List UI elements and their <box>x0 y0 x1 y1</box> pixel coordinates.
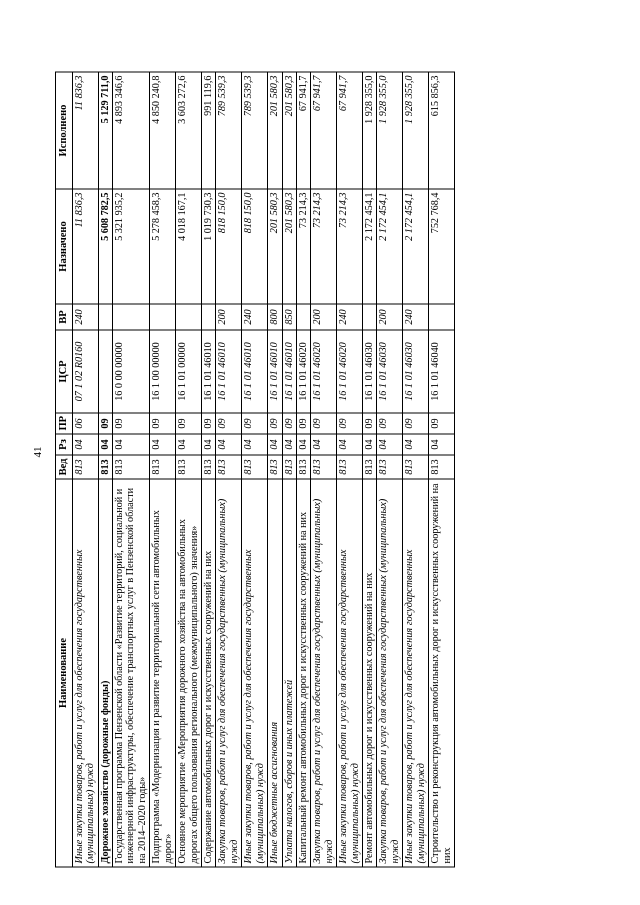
header-csr: ЦСР <box>56 330 73 413</box>
page-number: 41 <box>32 446 44 458</box>
table-row <box>363 72 377 867</box>
cell-name: Дорожное хозяйство (дорожные фонды) <box>98 479 112 867</box>
cell-csr: 16 1 01 46030 <box>363 330 377 413</box>
cell-vr: 200 <box>377 304 403 330</box>
header-rz: Рз <box>56 434 73 455</box>
cell-pr: 09 <box>113 413 150 434</box>
cell-name: Иные закупки товаров, работ и услуг для обеспечения государственных (муниципальных) нужд <box>403 479 429 867</box>
cell-csr: 16 1 01 46030 <box>403 330 429 413</box>
rotated-page-content <box>55 73 585 868</box>
cell-rz: 04 <box>282 434 296 455</box>
cell-vr <box>429 304 455 330</box>
cell-executed: 1 928 355,0 <box>403 72 429 189</box>
cell-ved: 813 <box>150 455 176 479</box>
cell-name: Иные закупки товаров, работ и услуг для обеспечения государственных (муниципальных) нужд <box>337 479 363 867</box>
cell-pr: 09 <box>296 413 310 434</box>
cell-csr: 16 1 01 46010 <box>242 330 268 413</box>
cell-rz: 04 <box>296 434 310 455</box>
cell-name: Ремонт автомобильных дорог и искусственных сооружений на них <box>363 479 377 867</box>
cell-rz: 04 <box>363 434 377 455</box>
cell-planned: 5 608 782,5 <box>98 189 112 304</box>
cell-name: Иные закупки товаров, работ и услуг для обеспечения государственных (муниципальных) нужд <box>72 479 98 867</box>
cell-pr: 09 <box>403 413 429 434</box>
cell-ved: 813 <box>216 455 242 479</box>
budget-table <box>55 72 455 868</box>
cell-planned: 73 214,3 <box>337 189 363 304</box>
table-row <box>296 72 310 867</box>
header-pr: ПР <box>56 413 73 434</box>
cell-vr: 200 <box>216 304 242 330</box>
cell-pr: 09 <box>429 413 455 434</box>
cell-csr: 16 1 01 00000 <box>176 330 202 413</box>
cell-ved: 813 <box>242 455 268 479</box>
cell-rz: 04 <box>268 434 282 455</box>
cell-vr: 200 <box>311 304 337 330</box>
cell-ved: 813 <box>113 455 150 479</box>
cell-pr: 09 <box>337 413 363 434</box>
cell-rz: 04 <box>311 434 337 455</box>
cell-vr <box>150 304 176 330</box>
table-row <box>72 72 98 867</box>
table-row <box>242 72 268 867</box>
cell-ved: 813 <box>201 455 215 479</box>
cell-vr: 240 <box>242 304 268 330</box>
cell-pr: 09 <box>176 413 202 434</box>
cell-pr: 06 <box>72 413 98 434</box>
cell-pr: 09 <box>201 413 215 434</box>
cell-ved: 813 <box>377 455 403 479</box>
cell-rz: 04 <box>216 434 242 455</box>
cell-planned: 1 019 730,3 <box>201 189 215 304</box>
table-header <box>56 72 73 867</box>
cell-vr <box>296 304 310 330</box>
cell-planned: 73 214,3 <box>311 189 337 304</box>
cell-executed: 4 893 346,6 <box>113 72 150 189</box>
cell-rz: 04 <box>72 434 98 455</box>
cell-csr: 16 0 00 00000 <box>113 330 150 413</box>
cell-planned: 2 172 454,1 <box>377 189 403 304</box>
cell-executed: 11 836,3 <box>72 72 98 189</box>
cell-planned: 11 836,3 <box>72 189 98 304</box>
cell-planned: 752 768,4 <box>429 189 455 304</box>
cell-name: Строительство и реконструкция автомобильных дорог и искусственных сооружений на них <box>429 479 455 867</box>
cell-executed: 5 129 711,0 <box>98 72 112 189</box>
table-row <box>403 72 429 867</box>
table-row <box>282 72 296 867</box>
cell-rz: 04 <box>403 434 429 455</box>
cell-name: Государственная программа Пензенской области «Развитие территорий, социальной и инженерной инфраструктуры, обеспечение транспортных услуг в Пензенской области на 2014–2020 годы» <box>113 479 150 867</box>
cell-vr <box>113 304 150 330</box>
cell-rz: 04 <box>337 434 363 455</box>
cell-executed: 1 928 355,0 <box>363 72 377 189</box>
cell-rz: 04 <box>150 434 176 455</box>
cell-executed: 1 928 355,0 <box>377 72 403 189</box>
cell-rz: 04 <box>113 434 150 455</box>
cell-planned: 5 321 935,2 <box>113 189 150 304</box>
cell-vr <box>363 304 377 330</box>
cell-ved: 813 <box>403 455 429 479</box>
cell-vr: 240 <box>403 304 429 330</box>
cell-executed: 615 856,3 <box>429 72 455 189</box>
cell-vr: 240 <box>337 304 363 330</box>
cell-csr: 16 1 01 46030 <box>377 330 403 413</box>
table-row <box>429 72 455 867</box>
cell-rz: 04 <box>176 434 202 455</box>
cell-name: Основное мероприятие «Мероприятия дорожного хозяйства на автомобильных дорогах общего пользования регионального (межмуниципального) значения» <box>176 479 202 867</box>
cell-vr <box>201 304 215 330</box>
cell-pr: 09 <box>216 413 242 434</box>
cell-planned: 818 150,0 <box>216 189 242 304</box>
cell-planned: 818 150,0 <box>242 189 268 304</box>
cell-vr <box>98 304 112 330</box>
cell-csr: 16 1 00 00000 <box>150 330 176 413</box>
cell-executed: 67 941,7 <box>296 72 310 189</box>
cell-name: Иные бюджетные ассигнования <box>268 479 282 867</box>
cell-pr: 09 <box>150 413 176 434</box>
cell-executed: 201 580,3 <box>282 72 296 189</box>
cell-ved: 813 <box>363 455 377 479</box>
cell-pr: 09 <box>311 413 337 434</box>
table-row <box>201 72 215 867</box>
table-body <box>72 72 454 867</box>
cell-csr: 07 1 02 R0160 <box>72 330 98 413</box>
cell-csr: 16 1 01 46040 <box>429 330 455 413</box>
cell-ved: 813 <box>72 455 98 479</box>
cell-vr: 850 <box>282 304 296 330</box>
cell-name: Закупка товаров, работ и услуг для обеспечения государственных (муниципальных) нужд <box>216 479 242 867</box>
cell-pr: 09 <box>282 413 296 434</box>
cell-name: Закупка товаров, работ и услуг для обеспечения государственных (муниципальных) нужд <box>377 479 403 867</box>
cell-ved: 813 <box>337 455 363 479</box>
cell-executed: 789 539,3 <box>216 72 242 189</box>
cell-ved: 813 <box>98 455 112 479</box>
cell-executed: 991 119,6 <box>201 72 215 189</box>
cell-ved: 813 <box>429 455 455 479</box>
table-row <box>98 72 112 867</box>
cell-ved: 813 <box>282 455 296 479</box>
cell-pr: 09 <box>377 413 403 434</box>
cell-name: Подпрограмма «Модернизация и развитие территориальной сети автомобильных дорог» <box>150 479 176 867</box>
cell-planned: 2 172 454,1 <box>403 189 429 304</box>
table-row <box>377 72 403 867</box>
cell-csr <box>98 330 112 413</box>
header-ved: Вед <box>56 455 73 479</box>
cell-rz: 04 <box>201 434 215 455</box>
table-row <box>176 72 202 867</box>
cell-csr: 16 1 01 46010 <box>282 330 296 413</box>
cell-ved: 813 <box>268 455 282 479</box>
cell-vr: 800 <box>268 304 282 330</box>
table-row <box>113 72 150 867</box>
cell-planned: 201 580,3 <box>268 189 282 304</box>
header-name: Наименование <box>56 479 73 867</box>
cell-csr: 16 1 01 46010 <box>201 330 215 413</box>
cell-executed: 201 580,3 <box>268 72 282 189</box>
cell-executed: 789 539,3 <box>242 72 268 189</box>
header-executed: Исполнено <box>56 72 73 189</box>
table-row <box>337 72 363 867</box>
cell-rz: 04 <box>429 434 455 455</box>
cell-planned: 4 018 167,1 <box>176 189 202 304</box>
header-planned: Назначено <box>56 189 73 304</box>
cell-vr: 240 <box>72 304 98 330</box>
cell-csr: 16 1 01 46010 <box>268 330 282 413</box>
cell-rz: 04 <box>242 434 268 455</box>
cell-vr <box>176 304 202 330</box>
cell-pr: 09 <box>268 413 282 434</box>
cell-executed: 3 603 272,6 <box>176 72 202 189</box>
cell-ved: 813 <box>311 455 337 479</box>
cell-csr: 16 1 01 46010 <box>216 330 242 413</box>
cell-csr: 16 1 01 46020 <box>337 330 363 413</box>
cell-planned: 2 172 454,1 <box>363 189 377 304</box>
cell-rz: 04 <box>377 434 403 455</box>
cell-planned: 5 278 458,3 <box>150 189 176 304</box>
cell-name: Содержание автомобильных дорог и искусственных сооружений на них <box>201 479 215 867</box>
cell-pr: 09 <box>242 413 268 434</box>
cell-planned: 201 580,3 <box>282 189 296 304</box>
cell-name: Иные закупки товаров, работ и услуг для обеспечения государственных (муниципальных) нужд <box>242 479 268 867</box>
cell-executed: 67 941,7 <box>311 72 337 189</box>
cell-rz: 04 <box>98 434 112 455</box>
cell-executed: 67 941,7 <box>337 72 363 189</box>
cell-name: Уплата налогов, сборов и иных платежей <box>282 479 296 867</box>
cell-ved: 813 <box>296 455 310 479</box>
header-vr: ВР <box>56 304 73 330</box>
cell-csr: 16 1 01 46020 <box>296 330 310 413</box>
cell-csr: 16 1 01 46020 <box>311 330 337 413</box>
table-row <box>150 72 176 867</box>
cell-pr: 09 <box>98 413 112 434</box>
cell-pr: 09 <box>363 413 377 434</box>
table-row <box>311 72 337 867</box>
cell-name: Капитальный ремонт автомобильных дорог и искусственных сооружений на них <box>296 479 310 867</box>
cell-name: Закупка товаров, работ и услуг для обеспечения государственных (муниципальных) нужд <box>311 479 337 867</box>
header-row <box>56 72 73 867</box>
cell-planned: 73 214,3 <box>296 189 310 304</box>
cell-executed: 4 850 240,8 <box>150 72 176 189</box>
cell-ved: 813 <box>176 455 202 479</box>
table-row <box>216 72 242 867</box>
table-row <box>268 72 282 867</box>
